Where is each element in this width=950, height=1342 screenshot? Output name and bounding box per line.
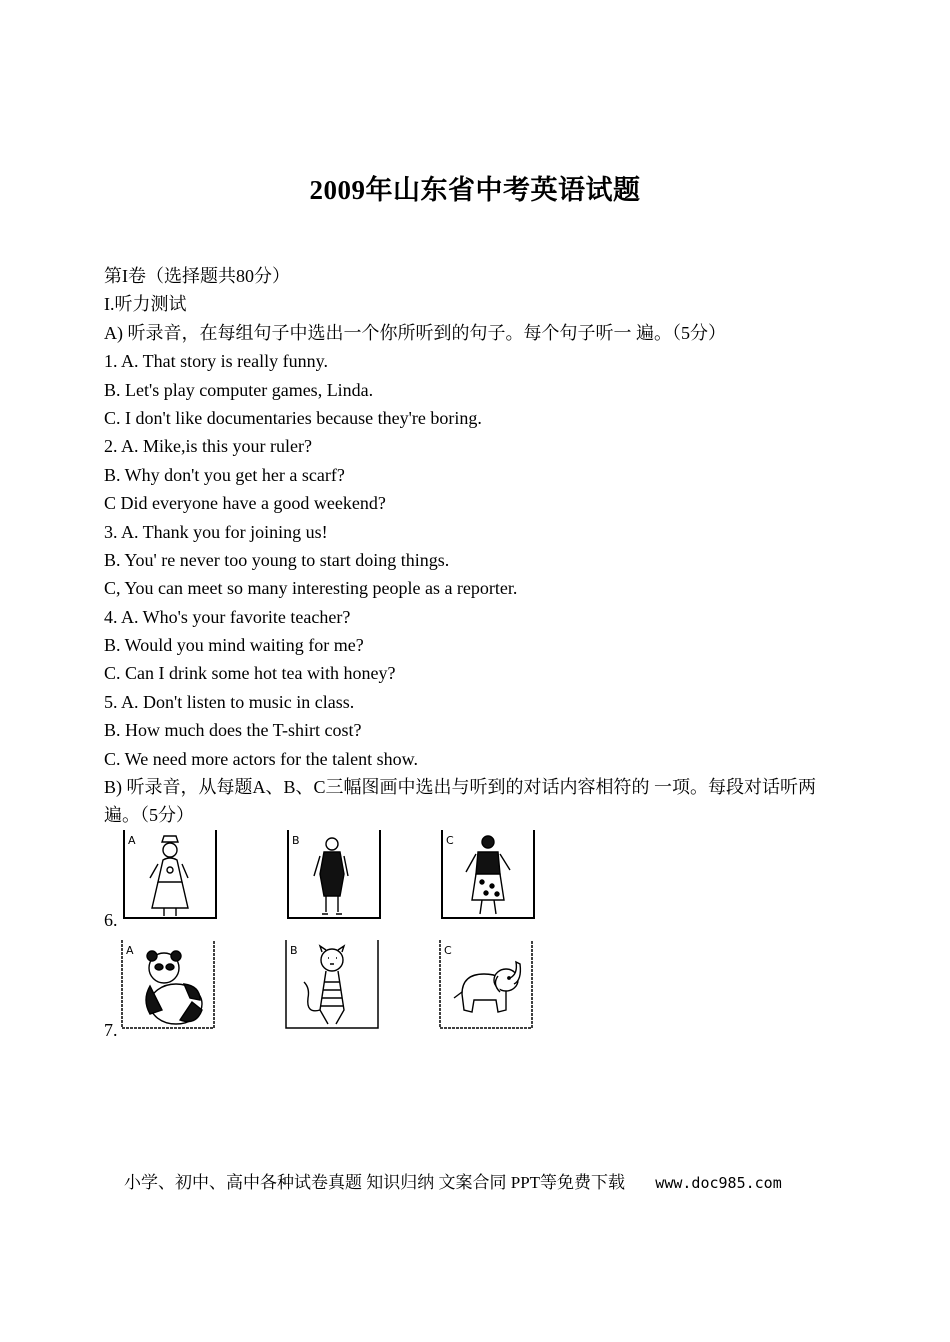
option-letter-c: C <box>444 944 452 957</box>
option-letter-a: A <box>126 944 134 957</box>
option-a-picture <box>122 830 218 922</box>
section-b-instruction: B) 听录音，从每题A、B、C三幅图画中选出与听到的对话内容相符的 一项。每段对话听两遍。（5分） <box>104 777 817 826</box>
panda-icon <box>120 940 216 1032</box>
question-6-number: 6. <box>104 910 118 930</box>
option-letter-b: B <box>290 944 298 957</box>
question-line: C. Can I drink some hot tea with honey? <box>104 663 396 684</box>
section-heading: I.听力测试 <box>104 294 187 315</box>
question-line: C Did everyone have a good weekend? <box>104 493 386 514</box>
question-line: C. We need more actors for the talent show. <box>104 748 418 769</box>
option-b-picture <box>286 830 382 922</box>
woman-patterned-skirt-icon <box>440 830 536 922</box>
question-line: 4. A. Who's your favorite teacher? <box>104 606 351 627</box>
question-line: B. Would you mind waiting for me? <box>104 635 364 656</box>
section-a-instruction: A) 听录音，在每组句子中选出一个你所听到的句子。每个句子听一 遍。（5分） <box>104 322 726 343</box>
nurse-girl-icon <box>122 830 218 922</box>
option-c-picture <box>440 830 536 922</box>
part-heading: 第I卷（选择题共80分） <box>104 266 290 286</box>
woman-dark-dress-icon <box>286 830 382 922</box>
question-line: C. I don't like documentaries because they're boring. <box>104 407 482 428</box>
question-line: B. Why don't you get her a scarf? <box>104 464 345 485</box>
tiger-icon <box>284 940 380 1032</box>
elephant-icon <box>438 940 534 1032</box>
question-line: C, You can meet so many interesting people as a reporter. <box>104 578 518 599</box>
question-6-pictures <box>104 830 604 930</box>
option-letter-a: A <box>128 834 136 847</box>
option-letter-c: C <box>446 834 454 847</box>
question-line: 3. A. Thank you for joining us! <box>104 521 328 542</box>
question-line: 5. A. Don't listen to music in class. <box>104 691 355 712</box>
question-line: B. You' re never too young to start doing things. <box>104 549 450 570</box>
page-footer <box>124 1168 844 1193</box>
footer-url[interactable]: www.doc985.com <box>655 1174 782 1192</box>
question-line: 2. A. Mike,is this your ruler? <box>104 436 312 457</box>
page-title: 2009年山东省中考英语试题 <box>309 175 641 205</box>
question-line: B. How much does the T-shirt cost? <box>104 720 362 741</box>
question-7-pictures <box>104 940 604 1040</box>
question-7-number: 7. <box>104 1020 118 1040</box>
option-c-picture <box>438 940 534 1032</box>
option-a-picture <box>120 940 216 1032</box>
question-line: B. Let's play computer games, Linda. <box>104 379 374 400</box>
option-b-picture <box>284 940 380 1032</box>
question-line: 1. A. That story is really funny. <box>104 351 328 372</box>
footer-text: 小学、初中、高中各种试卷真题 知识归纳 文案合同 PPT等免费下载 <box>124 1173 626 1192</box>
exam-content <box>104 262 834 829</box>
option-letter-b: B <box>292 834 300 847</box>
